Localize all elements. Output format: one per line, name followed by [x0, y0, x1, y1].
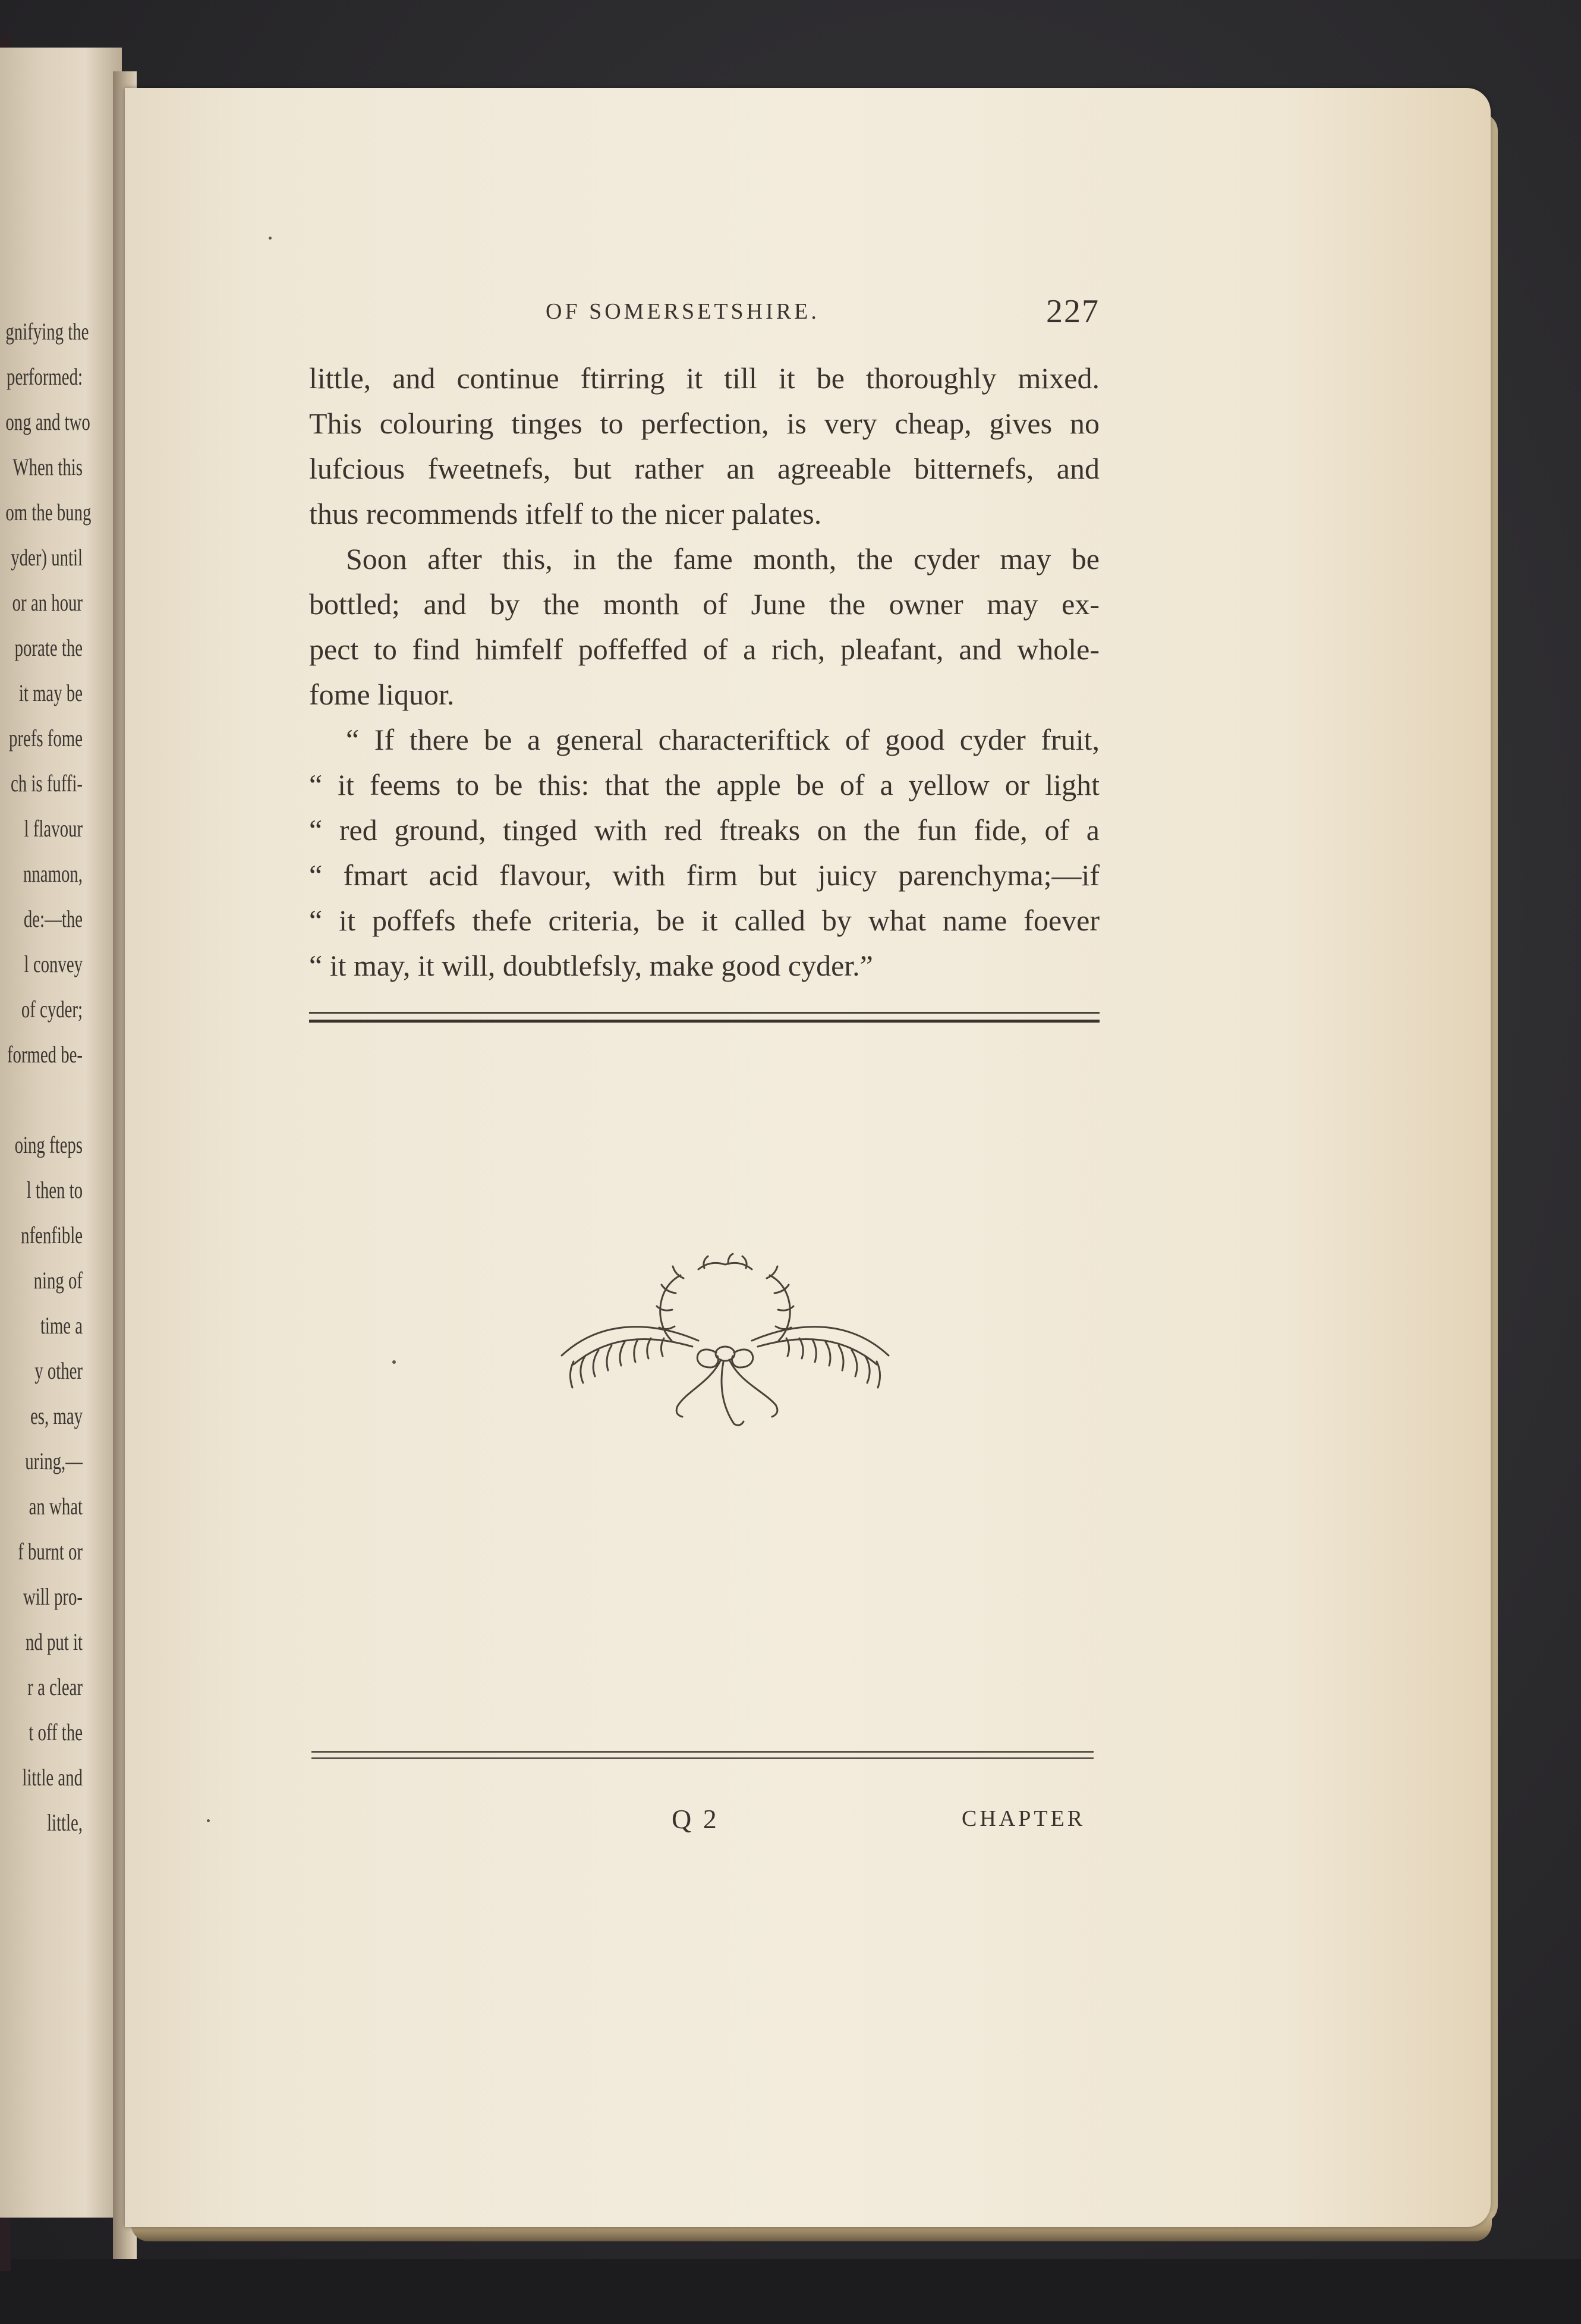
left-page-fragment: or an hour: [12, 589, 83, 616]
text-line: Soon after this, in the fame month, the cyder may be: [346, 542, 1100, 576]
paper-speck: [269, 237, 272, 240]
text-line: thus recommends itfelf to the nicer palates.: [309, 497, 822, 530]
left-page-fragment: de:—the: [23, 905, 83, 932]
left-page-fragment: will pro-: [23, 1583, 83, 1610]
text-line: “ red ground, tinged with red ftreaks on the fun fide, of a: [309, 813, 1100, 847]
left-page-fragment: nfenfible: [21, 1222, 83, 1249]
text-line: “ it poffefs thefe criteria, be it called by what name foever: [309, 904, 1100, 937]
left-page-fragment: f burnt or: [18, 1538, 83, 1565]
left-page-fragment: ch is fuffi-: [10, 770, 83, 797]
left-page-fragment: formed be-: [7, 1041, 83, 1068]
signature-mark: Q 2: [672, 1804, 719, 1834]
left-page-fragment: ong and two: [5, 408, 90, 435]
left-page-text-fragments: [5, 309, 92, 1845]
text-line: lufcious fweetnefs, but rather an agreeable bitternefs, and: [309, 452, 1100, 485]
running-header: [309, 293, 1100, 332]
double-rule-bottom: [311, 1751, 1094, 1759]
left-page-fragment: an what: [29, 1493, 83, 1520]
left-page-fragment: om the bung: [5, 499, 92, 526]
left-page-fragment: When this: [12, 454, 83, 480]
catchword: CHAPTER: [962, 1806, 1086, 1831]
running-title: OF SOMERSETSHIRE.: [546, 299, 820, 324]
left-page-fragment: gnifying the: [5, 318, 89, 345]
left-page-fragment: prefs fome: [9, 725, 83, 751]
text-line: “ it may, it will, doubtlefsly, make good cyder.”: [309, 949, 873, 982]
left-page-fragment: nd put it: [25, 1628, 83, 1655]
left-page-fragment: performed:: [7, 363, 83, 390]
left-page-fragment: y other: [34, 1357, 83, 1384]
left-page-fragment: l convey: [24, 951, 83, 977]
body-text: [309, 356, 1100, 988]
left-page-fragment: l then to: [26, 1177, 83, 1203]
double-rule-top: [309, 1012, 1100, 1023]
text-line: bottled; and by the month of June the owner may ex-: [309, 587, 1100, 621]
left-page-fragment: es, may: [30, 1402, 83, 1429]
text-line: “ fmart acid flavour, with firm but juicy parenchyma;—if: [309, 858, 1100, 892]
floral-ornament-icon: [550, 1251, 900, 1436]
left-page-fragment: yder) until: [11, 544, 83, 571]
bottom-shadow: [0, 2259, 1581, 2324]
left-page-fragment: of cyder;: [21, 996, 83, 1023]
text-line: little, and continue ftirring it till it be thoroughly mixed.: [309, 361, 1100, 395]
text-line: This colouring tinges to perfection, is very cheap, gives no: [309, 407, 1100, 440]
paper-speck: [392, 1360, 396, 1364]
paper-speck: [207, 1819, 210, 1822]
page-number: 227: [1046, 293, 1100, 330]
left-page-fragment: time a: [40, 1312, 83, 1339]
left-page-fragment: it may be: [18, 680, 83, 706]
left-page-fragment: little,: [47, 1809, 83, 1836]
left-page-fragment: uring,—: [25, 1448, 83, 1474]
left-page-fragment: nnamon,: [23, 860, 83, 887]
left-page-fragment: [5, 1077, 83, 1122]
left-page-fragment: ning of: [33, 1267, 83, 1294]
left-page: [0, 48, 122, 2218]
text-line: “ it feems to be this: that the apple be of a yellow or light: [309, 768, 1100, 801]
left-page-fragment: little and: [22, 1764, 83, 1791]
text-line: “ If there be a general characteriftick of good cyder fruit,: [346, 723, 1100, 756]
text-line: fome liquor.: [309, 678, 455, 711]
left-page-fragment: porate the: [14, 634, 83, 661]
left-page-fragment: l flavour: [24, 815, 83, 842]
left-page-fragment: r a clear: [27, 1674, 83, 1700]
left-page-fragment: oing fteps: [14, 1131, 83, 1158]
left-page-fragment: t off the: [29, 1719, 83, 1746]
text-line: pect to find himfelf poffeffed of a rich, pleafant, and whole-: [309, 633, 1100, 666]
